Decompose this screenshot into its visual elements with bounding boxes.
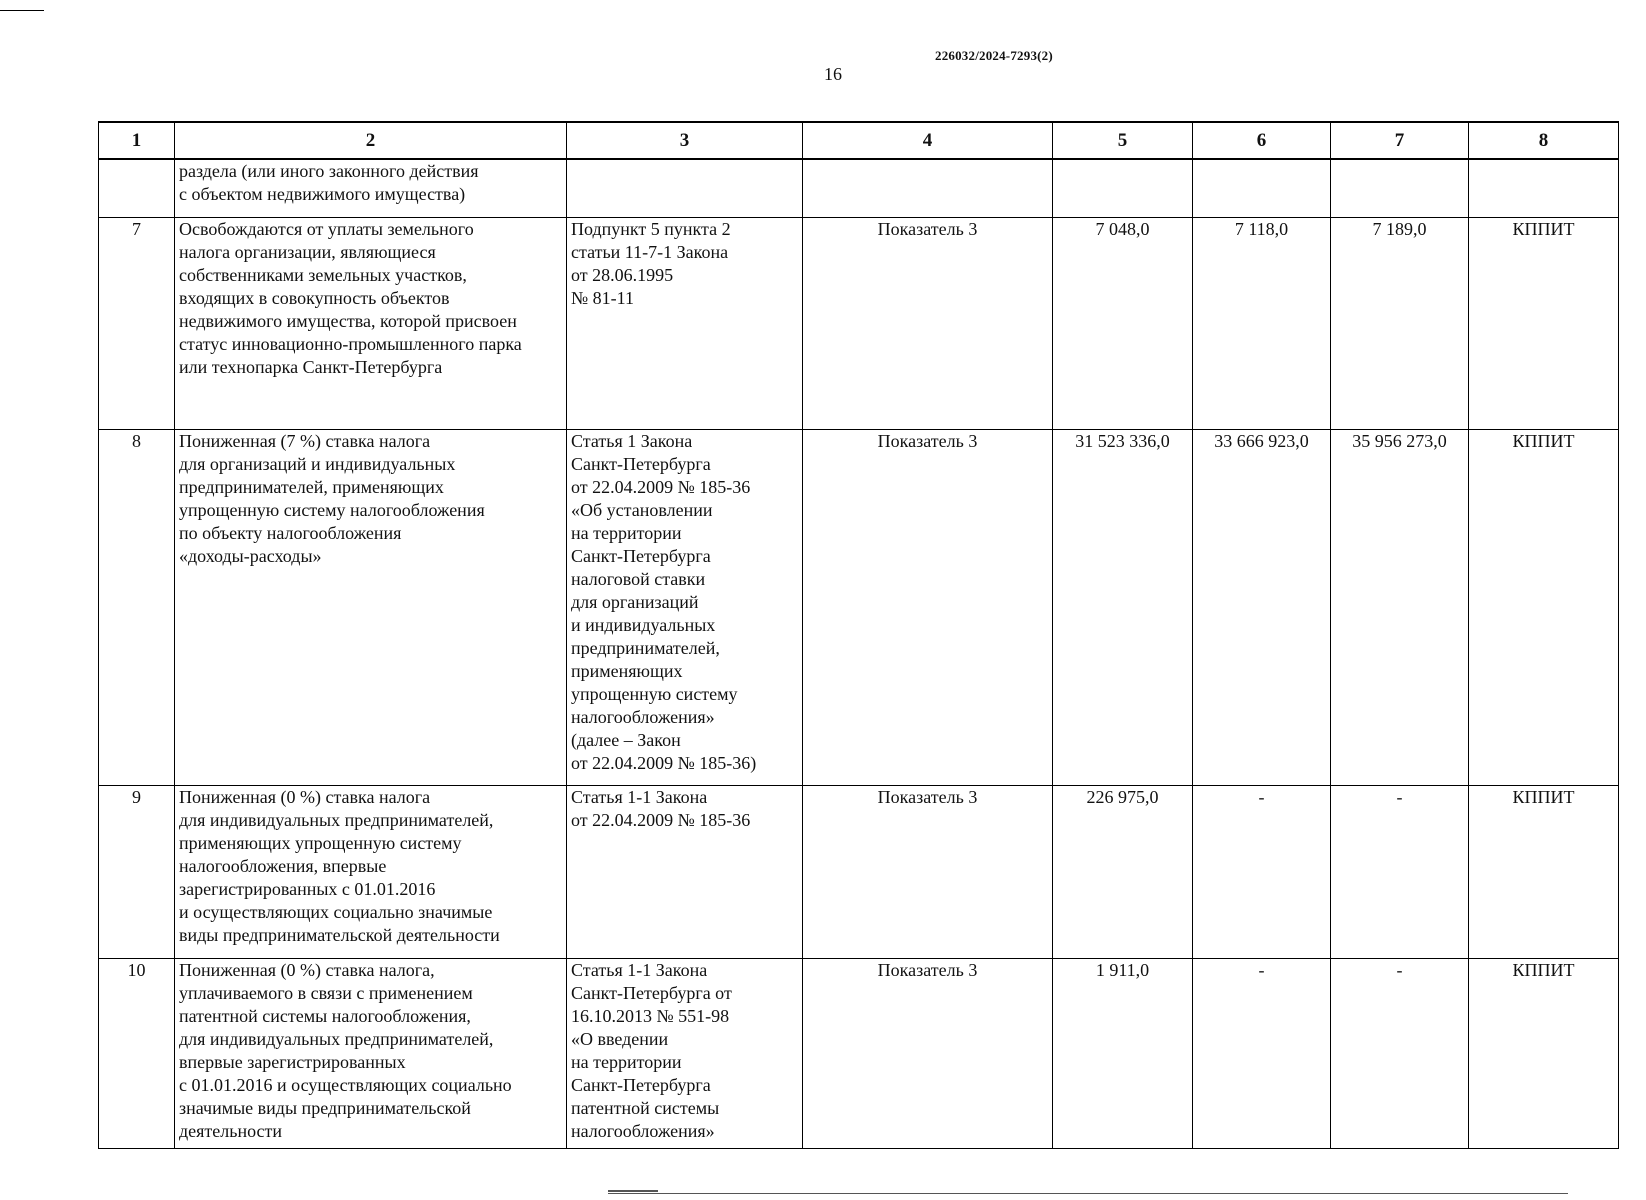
legal-basis-cell-line: патентной системы [571, 1097, 720, 1118]
description-cell-line: или технопарка Санкт-Петербурга [179, 356, 443, 377]
legal-basis-cell [567, 785, 803, 958]
legal-basis-cell-line: Санкт-Петербурга [571, 545, 711, 566]
legal-basis-cell-line: предпринимателей, [571, 637, 720, 658]
legal-basis-cell-line: 16.10.2013 № 551-98 [571, 1005, 730, 1026]
value-col6-cell: - [1193, 958, 1331, 1148]
legal-basis-cell-line: для организаций [571, 591, 699, 612]
tax-benefits-table [98, 121, 1619, 1149]
description-cell-line: собственниками земельных участков, [179, 264, 467, 285]
legal-basis-cell-line: (далее – Закон [571, 729, 681, 750]
value-col6-cell: 33 666 923,0 [1193, 429, 1331, 785]
description-cell-line: Пониженная (0 %) ставка налога, [179, 959, 435, 980]
table-header-row [99, 122, 1619, 159]
column-header: 2 [175, 122, 567, 159]
description-cell-line: предпринимателей, применяющих [179, 476, 444, 497]
legal-basis-cell-line: налогообложения» [571, 1120, 715, 1141]
curator-cell: КППИТ [1469, 785, 1619, 958]
row-number-cell [99, 159, 175, 217]
description-cell-line: статус инновационно-промышленного парка [179, 333, 522, 354]
indicator-cell [803, 159, 1053, 217]
column-header: 1 [99, 122, 175, 159]
legal-basis-cell-line: от 28.06.1995 [571, 264, 674, 285]
legal-basis-cell-line: Санкт-Петербурга [571, 453, 711, 474]
legal-basis-cell-line: на территории [571, 522, 682, 543]
description-cell-line: для организаций и индивидуальных [179, 453, 456, 474]
description-cell-line: раздела (или иного законного действия [179, 161, 479, 181]
legal-basis-cell-line: Статья 1-1 Закона [571, 786, 708, 807]
value-col5-cell: 226 975,0 [1053, 785, 1193, 958]
legal-basis-cell-line: Статья 1-1 Закона [571, 959, 708, 980]
footer-rule [608, 1193, 1568, 1194]
legal-basis-cell-line: Подпункт 5 пункта 2 [571, 218, 731, 239]
value-col7-cell: 35 956 273,0 [1331, 429, 1469, 785]
description-cell-line: входящих в совокупность объектов [179, 287, 450, 308]
legal-basis-cell-line: «О введении [571, 1028, 669, 1049]
value-col5-cell: 7 048,0 [1053, 217, 1193, 429]
row-number-cell: 8 [99, 429, 175, 785]
value-col5-cell [1053, 159, 1193, 217]
description-cell-line: для индивидуальных предпринимателей, [179, 809, 494, 830]
table-row [99, 217, 1619, 429]
description-cell-line: с объектом недвижимого имущества) [179, 184, 466, 204]
description-cell [175, 429, 567, 785]
indicator-cell: Показатель 3 [803, 958, 1053, 1148]
page-number: 16 [824, 64, 842, 84]
table-row [99, 429, 1619, 785]
description-cell-line: применяющих упрощенную систему [179, 832, 462, 853]
legal-basis-cell [567, 159, 803, 217]
description-cell-line: значимые виды предпринимательской [179, 1097, 471, 1118]
value-col7-cell: - [1331, 958, 1469, 1148]
description-cell-line: патентной системы налогообложения, [179, 1005, 471, 1026]
legal-basis-cell-line: налоговой ставки [571, 568, 706, 589]
column-header: 3 [567, 122, 803, 159]
description-cell-line: виды предпринимательской деятельности [179, 924, 500, 945]
description-cell-line: с 01.01.2016 и осуществляющих социально [179, 1074, 512, 1095]
curator-cell: КППИТ [1469, 217, 1619, 429]
table-row [99, 958, 1619, 1148]
legal-basis-cell-line: № 81-11 [571, 287, 634, 308]
indicator-cell: Показатель 3 [803, 217, 1053, 429]
legal-basis-cell-line: от 22.04.2009 № 185-36) [571, 752, 757, 773]
description-cell-line: «доходы-расходы» [179, 545, 322, 566]
description-cell-line: налога организации, являющиеся [179, 241, 436, 262]
legal-basis-cell [567, 429, 803, 785]
description-cell-line: по объекту налогообложения [179, 522, 402, 543]
legal-basis-cell-line: и индивидуальных [571, 614, 716, 635]
description-cell-line: для индивидуальных предпринимателей, [179, 1028, 494, 1049]
description-cell-line: впервые зарегистрированных [179, 1051, 406, 1072]
corner-mark [0, 10, 44, 11]
legal-basis-cell-line: «Об установлении [571, 499, 713, 520]
description-cell-line: Пониженная (7 %) ставка налога [179, 430, 431, 451]
description-cell-line: зарегистрированных с 01.01.2016 [179, 878, 436, 899]
row-number-cell: 9 [99, 785, 175, 958]
description-cell-line: Пониженная (0 %) ставка налога [179, 786, 431, 807]
description-cell-line: недвижимого имущества, которой присвоен [179, 310, 517, 331]
indicator-cell: Показатель 3 [803, 429, 1053, 785]
value-col5-cell: 1 911,0 [1053, 958, 1193, 1148]
legal-basis-cell-line: налогообложения» [571, 706, 715, 727]
description-cell-line: упрощенную систему налогообложения [179, 499, 485, 520]
description-cell [175, 785, 567, 958]
curator-cell: КППИТ [1469, 429, 1619, 785]
column-header: 4 [803, 122, 1053, 159]
footer-rule-mark [608, 1190, 658, 1192]
column-header: 6 [1193, 122, 1331, 159]
description-cell-line: налогообложения, впервые [179, 855, 387, 876]
curator-cell [1469, 159, 1619, 217]
column-header: 8 [1469, 122, 1619, 159]
legal-basis-cell-line: от 22.04.2009 № 185-36 [571, 476, 751, 497]
legal-basis-cell-line: на территории [571, 1051, 682, 1072]
value-col6-cell: 7 118,0 [1193, 217, 1331, 429]
legal-basis-cell-line: от 22.04.2009 № 185-36 [571, 809, 751, 830]
description-cell-line: Освобождаются от уплаты земельного [179, 218, 474, 239]
legal-basis-cell-line: Санкт-Петербурга [571, 1074, 711, 1095]
description-cell-line: деятельности [179, 1120, 283, 1141]
legal-basis-cell [567, 217, 803, 429]
table-row [99, 159, 1619, 217]
indicator-cell: Показатель 3 [803, 785, 1053, 958]
value-col6-cell: - [1193, 785, 1331, 958]
description-cell [175, 159, 567, 217]
value-col7-cell: 7 189,0 [1331, 217, 1469, 429]
row-number-cell: 10 [99, 958, 175, 1148]
description-cell-line: уплачиваемого в связи с применением [179, 982, 473, 1003]
value-col7-cell [1331, 159, 1469, 217]
legal-basis-cell-line: применяющих [571, 660, 683, 681]
legal-basis-cell-line: Статья 1 Закона [571, 430, 693, 451]
value-col5-cell: 31 523 336,0 [1053, 429, 1193, 785]
legal-basis-cell-line: упрощенную систему [571, 683, 738, 704]
description-cell [175, 958, 567, 1148]
column-header: 7 [1331, 122, 1469, 159]
column-header: 5 [1053, 122, 1193, 159]
description-cell [175, 217, 567, 429]
value-col6-cell [1193, 159, 1331, 217]
document-number: 226032/2024-7293(2) [935, 48, 1053, 63]
row-number-cell: 7 [99, 217, 175, 429]
legal-basis-cell-line: статьи 11-7-1 Закона [571, 241, 729, 262]
description-cell-line: и осуществляющих социально значимые [179, 901, 493, 922]
value-col7-cell: - [1331, 785, 1469, 958]
legal-basis-cell [567, 958, 803, 1148]
table-row [99, 785, 1619, 958]
legal-basis-cell-line: Санкт-Петербурга от [571, 982, 732, 1003]
curator-cell: КППИТ [1469, 958, 1619, 1148]
